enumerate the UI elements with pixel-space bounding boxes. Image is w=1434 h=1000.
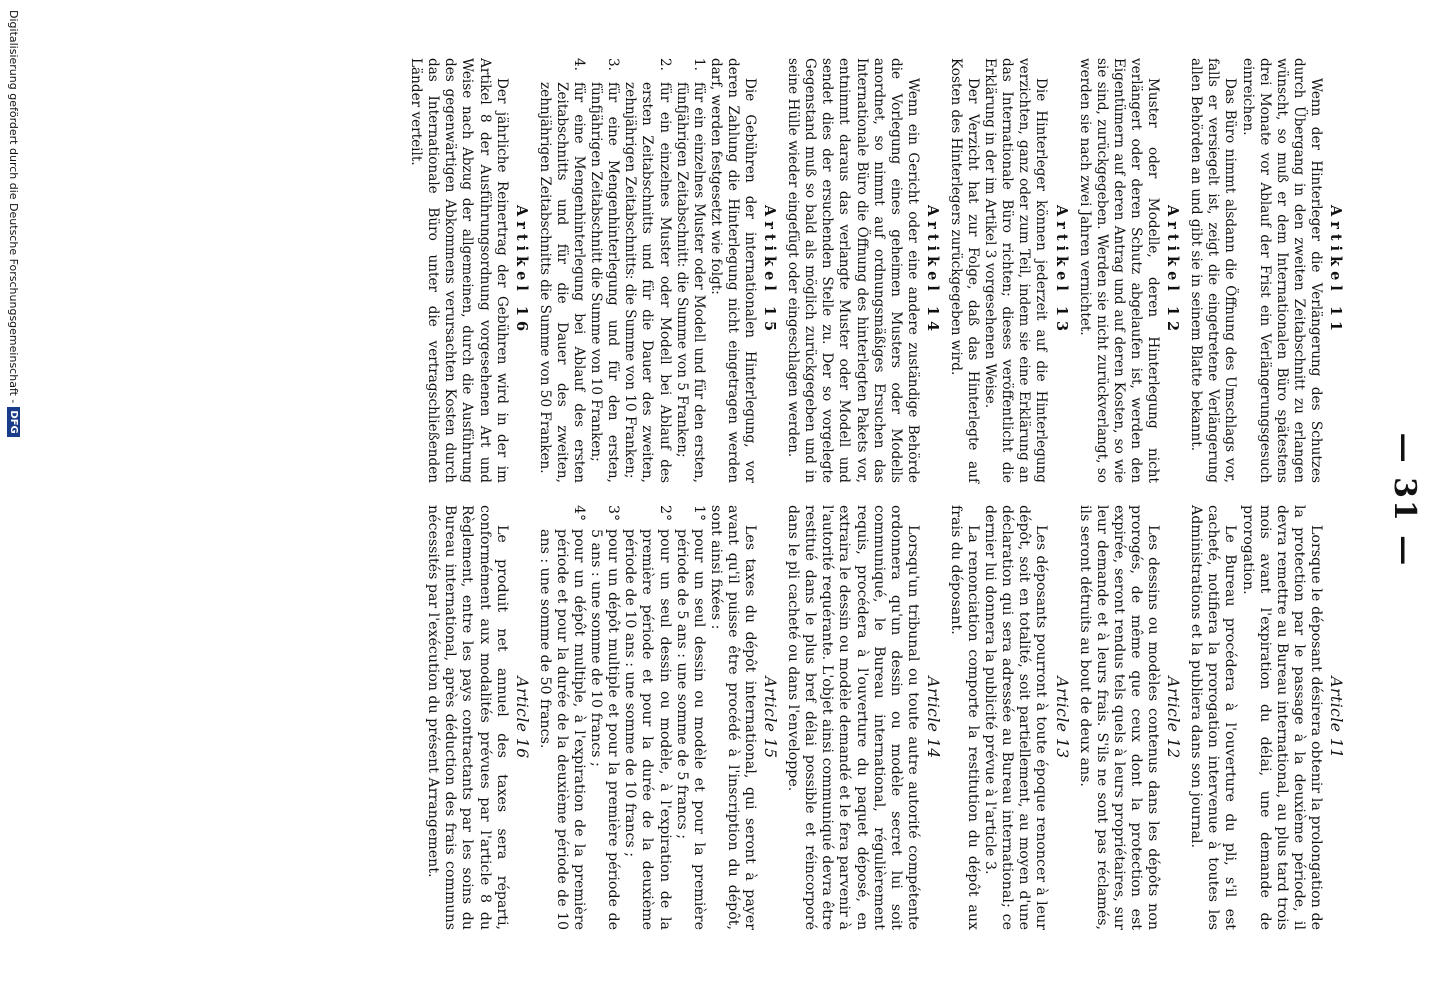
article-heading: Artikel 15	[761, 204, 779, 337]
article-heading: Artikel 14	[923, 204, 941, 337]
list-item	[587, 58, 621, 483]
paragraph: Muster oder Modelle, deren Hinterlegung nicht verlängert oder deren Schutz abgelaufen ist, werden den Eigentümern auf deren Antrag und auf deren Kosten, so wie sie sind, zurückgegeben. Werden sie nicht zurückverlangt, so werden sie nach zwei Jahren vernichtet.	[1076, 58, 1162, 483]
list-item-text: für eine Mengenhinterlegung und für den ersten, fünfjährigen Zeitabschnitt die Summe von 10 Franken;	[588, 82, 622, 483]
list-item	[673, 505, 707, 930]
article-heading: Article 15	[761, 676, 780, 759]
list-item-text: pour un seul dessin ou modèle et pour la première période de 5 ans : une somme de 5 francs ;	[673, 529, 707, 930]
list-item-text: für eine Mengenhinterlegung bei Ablauf des ersten Zeitabschnitts und für die Dauer des zweiten, zehnjährigen Zeitabschnitts die Summe von 50 Franken.	[536, 82, 588, 483]
french-column	[424, 505, 1350, 930]
paragraph: Wenn ein Gericht oder eine andere zuständige Behörde die Vorlegung eines geheimen Musters oder Modells anordnet, so nimmt auf ordnungsmäßiges Ersuchen das Internationale Büro die Öffnung des hinterlegten Pakets vor, entnimmt daraus das verlangte Muster oder Modell und sendet dies der ersuchenden Stelle zu. Der so vorgelegte Gegenstand muß so bald als möglich zurückgegeben und in seine Hülle wieder eingefügt oder eingeschlagen werden.	[785, 58, 921, 483]
list-item-number: 2.	[656, 58, 673, 71]
list-item-text: pour un dépôt multiple et pour la première période de 5 ans : une somme de 10 francs ;	[588, 529, 622, 930]
paragraph: Les dessins ou modèles contenus dans les dépôts non prorogés, de même que ceux dont la protection est expirée, seront rendus tels quels à leurs propriétaires, sur leur demande et à leurs frais. S'ils ne sont pas réclamés, ils seront détruits au bout de deux ans.	[1076, 505, 1162, 930]
list-item-text: pour un dépôt multiple, à l'expiration de la première période et pour la durée de la deuxième période de 10 ans : une somme de 50 francs.	[536, 529, 588, 930]
german-column	[407, 58, 1350, 483]
list-item	[673, 58, 707, 483]
article-heading: Artikel 16	[512, 204, 530, 337]
article-heading: Article 14	[923, 676, 942, 759]
list-item-number: 3°	[605, 505, 622, 522]
list-item-text: für ein einzelnes Muster oder Modell bei Ablauf des ersten Zeitabschnitts und für die Dauer des zweiten, zehnjährigen Zeitabschnitts: die Summe von 10 Franken;	[622, 82, 673, 483]
article-heading: Article 11	[1327, 676, 1345, 759]
dfg-logo: DFG	[8, 407, 21, 436]
article-heading: Artikel 12	[1164, 204, 1182, 337]
list-item-number: 1.	[690, 58, 707, 71]
paragraph: Die Hinterleger können jederzeit auf die Hinterlegung verzichten, ganz oder zum Teil, indem sie eine Erklärung an das Internationale Büro richten; dieses veröffentlicht die Erklärung in der im Artikel 3 vorgesehenen Weise.	[982, 58, 1050, 483]
list-item	[621, 58, 672, 483]
list-item-number: 4°	[571, 505, 588, 522]
paragraph: Das Büro nimmt alsdann die Öffnung des Umschlags vor, falls er versiegelt ist, zeigt die eingetretene Verlängerung allen Behörden an und gibt sie in seinem Blatte bekannt.	[1188, 58, 1239, 483]
paragraph: Lorsque le déposant désirera obtenir la prolongation de la protection par le passage à la deuxième période, il devra remettre au Bureau international, au plus tard trois mois avant l'expiration du délai, une demande de prorogation.	[1239, 505, 1324, 930]
list-item	[536, 58, 587, 483]
paragraph: Wenn der Hinterleger die Verlängerung des Schutzes durch Übergang in den zweiten Zeitabschnitt zu erlangen wünscht, so muß er dem Internationalen Büro spätestens drei Monate vor Ablauf der Frist ein Verlängerungsgesuch einreichen.	[1239, 58, 1324, 483]
article-heading: Artikel 11	[1327, 204, 1344, 337]
list-item	[536, 505, 587, 930]
list-item	[587, 505, 621, 930]
digitization-footer	[2, 0, 26, 1000]
footer-text: Digitalisierung gefördert durch die Deutsche Forschungsgemeinschaft -	[7, 10, 21, 404]
list-item-number: 4.	[571, 58, 588, 71]
list-item	[621, 505, 672, 930]
paragraph: Der jährliche Reinertrag der Gebühren wird in der im Artikel 8 der Ausführungsordnung vorgesehenen Art und Weise nach Abzug der allgemeinen, durch die Ausführung des gegenwärtigen Abkommens verursachten Kosten durch das Internationale Büro unter die vertragschließenden Länder verteilt.	[408, 58, 510, 483]
paragraph: Lorsqu'un tribunal ou toute autre autorité compétente ordonnera qu'un dessin ou modèle secret lui soit communiqué, le Bureau international, régulièrement requis, procédera à l'ouverture du paquet déposé, en extraira le dessin ou modèle demandé et le fera parvenir à l'autorité requérante. L'objet ainsi communiqué devra être restitué dans le plus bref délai possible et réincorporé dans le pli cacheté ou dans l'enveloppe.	[785, 505, 921, 930]
list-item-text: pour un seul dessin ou modèle, à l'expiration de la première période et pour la durée de la deuxième période de 10 ans : une somme de 10 francs ;	[622, 529, 673, 930]
paragraph: Les déposants pourront à toute époque renoncer à leur dépôt, soit en totalité, soit partiellement, au moyen d'une déclaration qui sera adressée au Bureau international; ce dernier lui donnera la publicité prévue à l'article 3.	[982, 505, 1050, 930]
paragraph: La renonciation comporte la restitution du dépôt aux frais du déposant.	[948, 505, 982, 930]
paragraph: Le produit net annuel des taxes sera réparti, conformément aux modalités prévues par l'article 8 du Règlement, entre les pays contractants par les soins du Bureau international, après déduction des frais communs nécessités par l'exécution du présent Arrangement.	[425, 505, 510, 930]
paragraph: Les taxes du dépôt international, qui seront à payer avant qu'il puisse être procédé à l'inscription du dépôt, sont ainsi fixées :	[707, 505, 758, 930]
list-item-number: 3.	[605, 58, 622, 71]
article-heading: Article 13	[1052, 676, 1071, 759]
paragraph: Die Gebühren der internationalen Hinterlegung, vor deren Zahlung die Hinterlegung nicht eingetragen werden darf, werden festgesetzt wie folgt:	[707, 58, 758, 483]
page-number: — 31 —	[1387, 432, 1422, 568]
article-heading: Article 12	[1164, 676, 1183, 759]
paragraph: Der Verzicht hat zur Folge, daß das Hinterlegte auf Kosten des Hinterlegers zurückgegeben wird.	[948, 58, 982, 483]
list-item-number: 1°	[690, 505, 707, 522]
article-heading: Article 16	[512, 676, 531, 759]
list-item-number: 2°	[656, 505, 673, 522]
paragraph: Le Bureau procédera à l'ouverture du pli, s'il est cacheté, notifiera la prorogation intervenue à toutes les Administrations et la publiera dans son journal.	[1188, 505, 1239, 930]
list-item-text: für ein einzelnes Muster oder Modell und für den ersten, fünfjährigen Zeitabschnitt: die Summe von 5 Franken;	[673, 82, 707, 483]
article-heading: Artikel 13	[1052, 204, 1070, 337]
